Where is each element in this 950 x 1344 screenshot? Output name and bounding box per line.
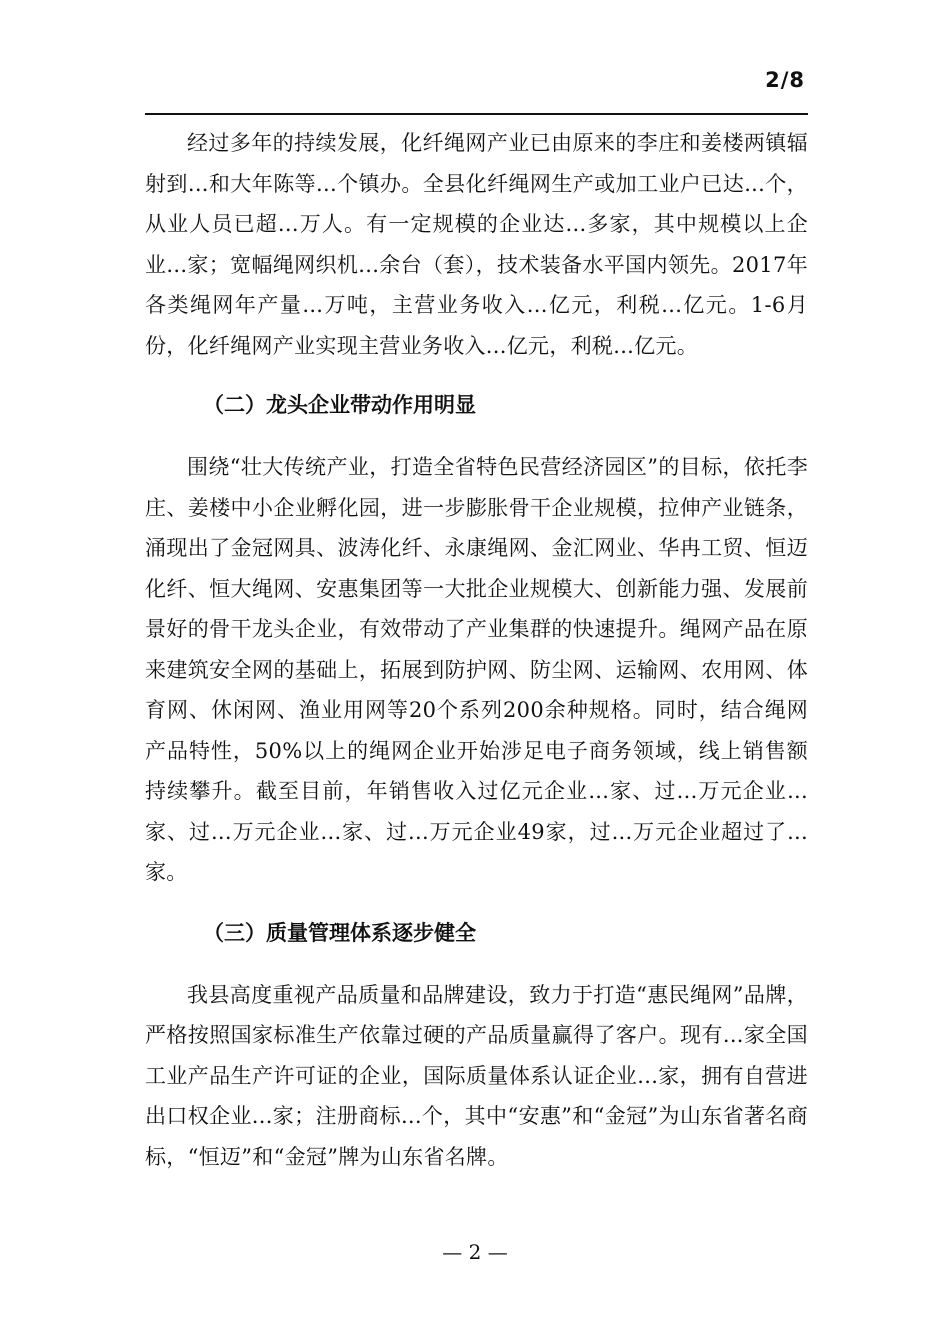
footer-page-number: — 2 —: [442, 1240, 508, 1264]
page-counter: 2/8: [765, 68, 805, 92]
body-paragraph: 我县高度重视产品质量和品牌建设，致力于打造“惠民绳网”品牌，严格按照国家标准生产依靠过硬的产品质量赢得了客户。现有...家全国工业产品生产许可证的企业，国际质量体系认证企业...家，拥有自营进出口权企业...家；注册商标...个，其中“安惠”和“金冠”为山东省著名商标，“恒迈”和“金冠”牌为山东省名牌。: [145, 982, 808, 1169]
header-divider: [145, 113, 808, 115]
section-heading: （三）质量管理体系逐步健全: [203, 919, 476, 945]
document-body: [145, 123, 808, 1177]
body-paragraph: 围绕“壮大传统产业，打造全省特色民营经济园区”的目标，依托李庄、姜楼中小企业孵化园，进一步膨胀骨干企业规模，拉伸产业链条，涌现出了金冠网具、波涛化纤、永康绳网、金汇网业、华冉工贸、恒迈化纤、恒大绳网、安惠集团等一大批企业规模大、创新能力强、发展前景好的骨干龙头企业，有效带动了产业集群的快速提升。绳网产品在原来建筑安全网的基础上，拓展到防护网、防尘网、运输网、农用网、体育网、休闲网、渔业用网等20个系列200余种规格。同时，结合绳网产品特性，50%以上的绳网企业开始涉足电子商务领域，线上销售额持续攀升。截至目前，年销售收入过亿元企业...家、过...万元企业...家、过...万元企业...家、过...万元企业49家，过...万元企业超过了...家。: [145, 455, 808, 884]
section-heading: （二）龙头企业带动作用明显: [203, 392, 476, 417]
body-paragraph: 经过多年的持续发展，化纤绳网产业已由原来的李庄和姜楼两镇辐射到...和大年陈等...个镇办。全县化纤绳网生产或加工业户已达...个，从业人员已超...万人。有一定规模的企业达...多家，其中规模以上企业...家；宽幅绳网织机...余台（套），技术装备水平国内领先。2017年各类绳网年产量...万吨，主营业务收入...亿元，利税...亿元。1-6月份，化纤绳网产业实现主营业务收入...亿元，利税...亿元。: [145, 131, 808, 358]
